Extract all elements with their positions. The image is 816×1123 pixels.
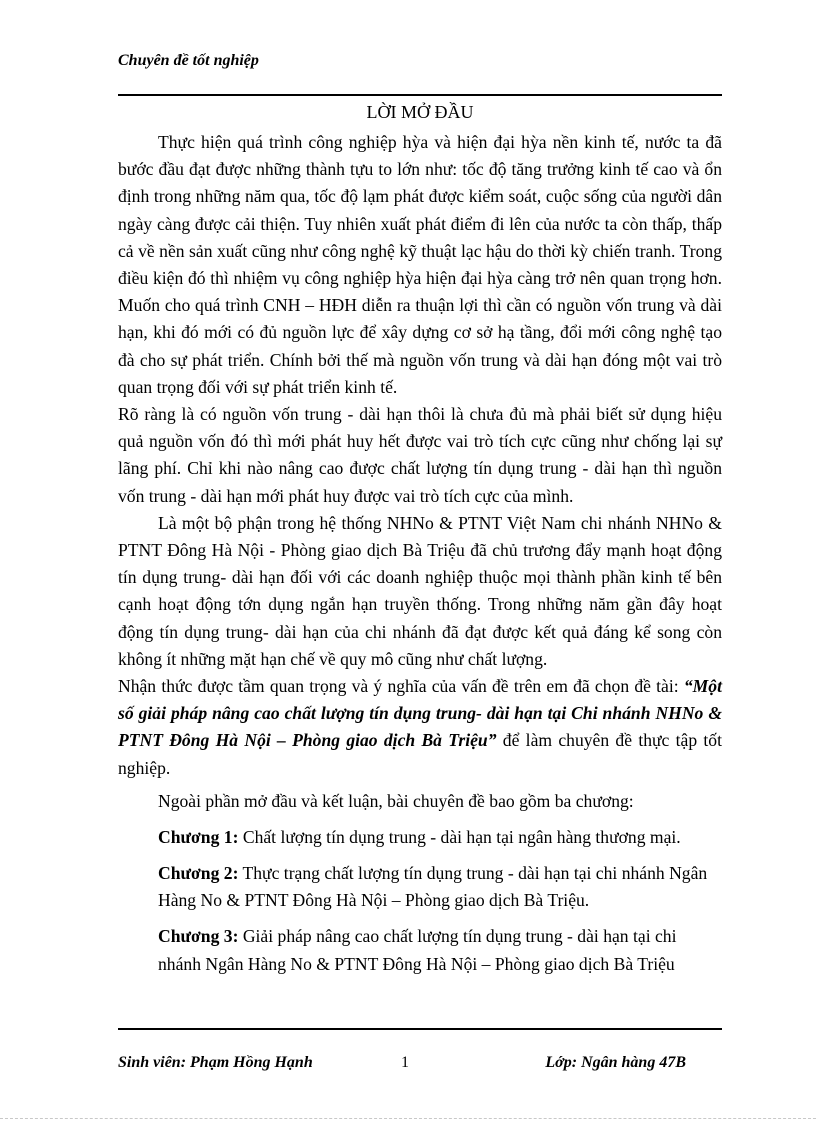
- chapter-3-text: Giải pháp nâng cao chất lượng tín dụng trung - dài hạn tại chi nhánh Ngân Hàng No & PTNT Đông Hà Nội – Phòng giao dịch Bà Triệu: [158, 926, 677, 974]
- paragraph-5: Ngoài phần mở đầu và kết luận, bài chuyên đề bao gồm ba chương:: [158, 790, 634, 811]
- chapter-1: [118, 824, 722, 851]
- paragraph-4: [118, 673, 722, 782]
- paragraph-4-tail: để làm chuyên đề thực tập tốt nghiệp.: [118, 730, 722, 778]
- chapter-2-text: Thực trạng chất lượng tín dụng trung - dài hạn tại chi nhánh Ngân Hàng No & PTNT Đông Hà Nội – Phòng giao dịch Bà Triệu.: [158, 863, 708, 911]
- chapter-3-label: Chương 3:: [158, 926, 239, 947]
- chapter-1-text: Chất lượng tín dụng trung - dài hạn tại ngân hàng thương mại.: [238, 826, 681, 847]
- chapter-1-label: Chương 1:: [158, 826, 239, 847]
- running-header: Chuyên đề tốt nghiệp: [118, 52, 259, 69]
- paragraph-3: Là một bộ phận trong hệ thống NHNo & PTNT Việt Nam chi nhánh NHNo & PTNT Đông Hà Nội - Phòng giao dịch Bà Triệu đã chủ trương đẩy mạnh hoạt động tín dụng trung- dài hạn đối với các doanh nghiệp thuộc mọi thành phần kinh tế bên cạnh hoạt động tớn dụng ngắn hạn truyền thống. Trong những năm gần đây hoạt động tín dụng trung- dài hạn của chi nhánh đã đạt được kết quả đáng kể song còn không ít những mặt hạn chế về quy mô cũng như chất lượng.: [118, 512, 722, 669]
- page-number: 1: [401, 1054, 409, 1071]
- thesis-topic: “Một số giải pháp nâng cao chất lượng tín dụng trung- dài hạn tại Chi nhánh NHNo & PTNT Đông Hà Nội – Phòng giao dịch Bà Triệu”: [118, 676, 722, 751]
- page-title: LỜI MỞ ĐẦU: [366, 102, 474, 122]
- paragraph-4-lead: Nhận thức được tầm quan trọng và ý nghĩa của vấn đề trên em đã chọn đề tài:: [118, 676, 684, 697]
- footer: [118, 1054, 722, 1076]
- page-break-line: [0, 1118, 816, 1119]
- footer-student: Sinh viên: Phạm Hồng Hạnh: [118, 1054, 313, 1071]
- footer-class: Lớp: Ngân hàng 47B: [545, 1054, 686, 1071]
- chapter-3: [118, 923, 722, 977]
- chapter-2: [118, 860, 722, 914]
- chapter-2-label: Chương 2:: [158, 863, 239, 884]
- header-rule: [118, 94, 722, 96]
- paragraph-1: Thực hiện quá trình công nghiệp hỳa và hiện đại hỳa nền kinh tế, nước ta đã bước đầu đạt được những thành tựu to lớn như: tốc độ tăng trưởng kinh tế cao và ổn định trong những năm qua, tốc độ lạm phát được kiểm soát, cuộc sống của người dân ngày càng được cải thiện. Tuy nhiên xuất phát điểm đi lên của nước ta còn thấp, thấp cả về nền sản xuất cũng như công nghệ kỹ thuật lạc hậu do thời kỳ chiến tranh. Trong điều kiện đó thì nhiệm vụ công nghiệp hỳa hiện đại hỳa càng trở nên quan trọng hơn. Muốn cho quá trình CNH – HĐH diễn ra thuận lợi thì cần có nguồn vốn trung và dài hạn, khi đó mới có đủ nguồn lực để xây dựng cơ sở hạ tầng, đổi mới công nghệ tạo đà cho sự phát triển. Chính bởi thế mà nguồn vốn trung và dài hạn đóng một vai trò quan trọng đối với sự phát triển kinh tế.: [118, 132, 722, 397]
- paragraph-2: Rõ ràng là có nguồn vốn trung - dài hạn thôi là chưa đủ mà phải biết sử dụng hiệu quả nguồn vốn đó thì mới phát huy hết được vai trò tích cực cũng như chống lại sự lãng phí. Chỉ khi nào nâng cao được chất lượng tín dụng trung - dài hạn thì nguồn vốn trung - dài hạn mới phát huy được vai trò tích cực của mình.: [118, 404, 722, 506]
- body-text: [118, 129, 722, 987]
- footer-rule: [118, 1028, 722, 1030]
